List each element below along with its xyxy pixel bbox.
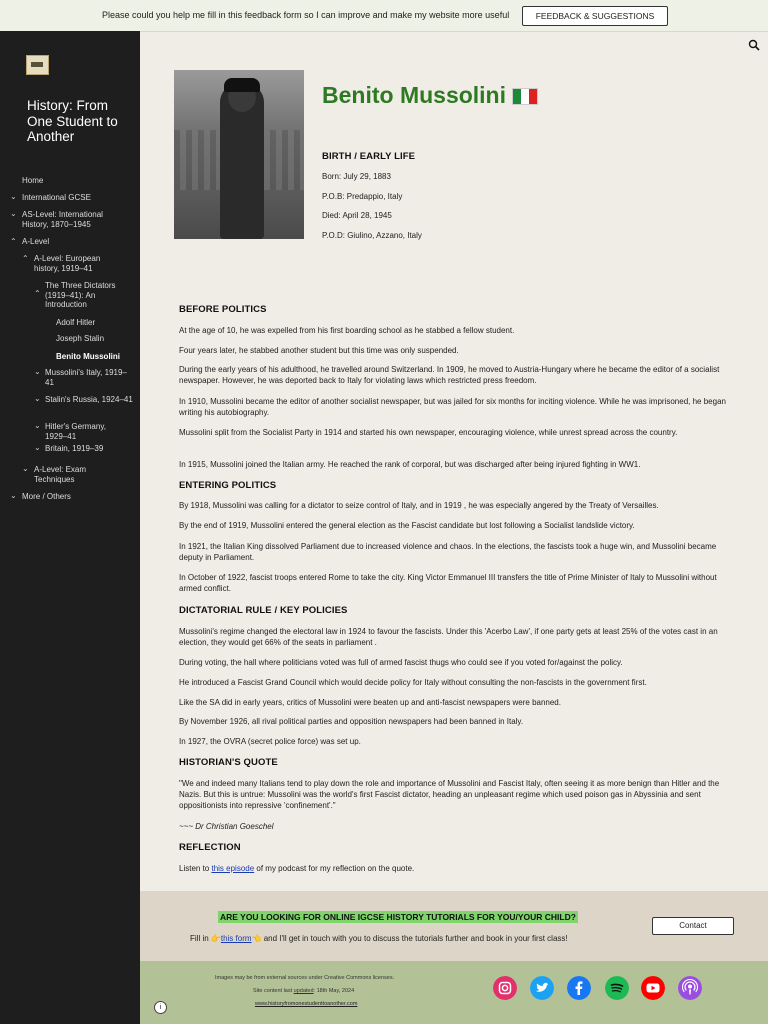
- podcast-episode-link[interactable]: this episode: [211, 864, 255, 873]
- paragraph: By November 1926, all rival political parties and opposition newspapers had been banned in Italy.: [179, 717, 524, 726]
- paragraph: In 1915, Mussolini joined the Italian army. He reached the rank of corporal, but was discharged after being injured fighting in WW1.: [179, 460, 641, 469]
- instagram-icon[interactable]: [493, 976, 517, 1000]
- nav-a-level[interactable]: A-Level: [22, 237, 50, 246]
- pod-text: P.O.D: Giulino, Azzano, Italy: [322, 231, 422, 240]
- page-title-text: Benito Mussolini: [322, 82, 506, 108]
- nav-exam-techniques[interactable]: A-Level: Exam Techniques: [34, 465, 87, 484]
- nav-igcse[interactable]: International GCSE: [22, 193, 91, 202]
- nav-hitler[interactable]: Adolf Hitler: [56, 318, 96, 327]
- footer-updated-pre: Site content last: [253, 988, 294, 994]
- search-icon[interactable]: [748, 39, 760, 51]
- paragraph: In 1910, Mussolini became the editor of another socialist newspaper, but was jailed for six months for inciting violence. While he was imprisoned, he began writing his autobiography.: [179, 397, 726, 417]
- italy-flag-icon: [512, 88, 538, 105]
- nav-mussolini[interactable]: Benito Mussolini: [56, 352, 120, 361]
- reflection-text: [179, 863, 414, 874]
- entering-politics-heading: ENTERING POLITICS: [179, 480, 277, 491]
- dictatorial-rule-heading: DICTATORIAL RULE / KEY POLICIES: [179, 605, 348, 616]
- paragraph: By the end of 1919, Mussolini entered the general election as the Fascist candidate but lost following a Socialist landslide victory.: [179, 521, 635, 530]
- paragraph: In 1927, the OVRA (secret police force) was set up.: [179, 737, 361, 746]
- paragraph: At the age of 10, he was expelled from his first boarding school as he stabbed a fellow student.: [179, 326, 515, 335]
- reflection-post: of my podcast for my reflection on the quote.: [254, 864, 415, 873]
- born-text: Born: July 29, 1883: [322, 172, 391, 181]
- banner-text: Please could you help me fill in this feedback form so I can improve and make my website more useful: [102, 10, 510, 20]
- paragraph: Like the SA did in early years, critics of Mussolini were beaten up and anti-fascist newspapers were banned.: [179, 698, 561, 707]
- cta-heading: ARE YOU LOOKING FOR ONLINE IGCSE HISTORY TUTORIALS FOR YOU/YOUR CHILD?: [220, 912, 576, 922]
- chevron-up-icon[interactable]: ⌃: [34, 289, 41, 298]
- facebook-icon[interactable]: [567, 976, 591, 1000]
- birth-heading: BIRTH / EARLY LIFE: [322, 151, 416, 162]
- tutorial-form-link[interactable]: this form: [220, 934, 252, 943]
- pob-text: P.O.B: Predappio, Italy: [322, 192, 403, 201]
- reflection-heading: REFLECTION: [179, 842, 241, 853]
- footer-updated-text: [253, 988, 354, 994]
- nav-hitlers-germany[interactable]: Hitler's Germany, 1929–41: [45, 422, 106, 441]
- quote-author: ~~~ Dr Christian Goeschel: [179, 822, 274, 831]
- footer-url-link[interactable]: www.historyfromonestudenttoanother.com: [255, 1001, 358, 1007]
- paragraph: In October of 1922, fascist troops entered Rome to take the city. King Victor Emmanuel III transfers the title of Prime Minister of Italy to Mussolini without armed conflict.: [179, 573, 717, 593]
- footer-license-text: Images may be from external sources under Creative Commons licenses.: [215, 975, 395, 981]
- nav-home[interactable]: Home: [22, 176, 44, 185]
- chevron-down-icon[interactable]: ⌄: [10, 491, 17, 500]
- nav-three-dictators[interactable]: The Three Dictators (1919–41): An Introduction: [45, 281, 116, 309]
- historians-quote-heading: HISTORIAN'S QUOTE: [179, 757, 278, 768]
- cta-pre: Fill in 👉: [190, 934, 221, 943]
- historian-quote: "We and indeed many Italians tend to play down the role and importance of Mussolini and Fascist Italy, often seeing it as more benign than Hitler and the Nazis. But this is untrue: Mussolini was the world's first Fascist dictator, heading an unpleasant regime which used poison gas in Abyssinia and sent oppositionists into repressive 'confinement'.": [179, 779, 720, 810]
- twitter-icon[interactable]: [530, 976, 554, 1000]
- contact-button[interactable]: Contact: [652, 917, 734, 935]
- footer-updated-post: : 18th May, 2024: [313, 988, 355, 994]
- nav-stalin[interactable]: Joseph Stalin: [56, 334, 105, 343]
- footer: [140, 961, 768, 1024]
- page-title: [322, 82, 538, 109]
- paragraph: By 1918, Mussolini was calling for a dictator to seize control of Italy, and in 1919 , he was especially angered by the Treaty of Versailles.: [179, 501, 659, 510]
- died-text: Died: April 28, 1945: [322, 211, 392, 220]
- nav-more-others[interactable]: More / Others: [22, 492, 71, 501]
- nav-a-level-european[interactable]: A-Level: European history, 1919–41: [34, 254, 101, 273]
- paragraph: Mussolini's regime changed the electoral law in 1924 to favour the fascists. Under this 'Acerbo Law', if one party gets at least 25% of the votes cast in an election, they would get 66% of the seats in parliament .: [179, 627, 718, 647]
- sidebar: [0, 31, 140, 1024]
- youtube-icon[interactable]: [641, 976, 665, 1000]
- apple-podcasts-icon[interactable]: [678, 976, 702, 1000]
- reflection-pre: Listen to: [179, 864, 212, 873]
- chevron-down-icon[interactable]: ⌄: [22, 464, 29, 473]
- chevron-down-icon[interactable]: ⌄: [34, 367, 41, 376]
- before-politics-heading: BEFORE POLITICS: [179, 304, 267, 315]
- paragraph: Four years later, he stabbed another student but this time was only suspended.: [179, 346, 459, 355]
- spotify-icon[interactable]: [605, 976, 629, 1000]
- feedback-banner: [0, 0, 768, 32]
- mussolini-portrait-image: [174, 70, 304, 239]
- paragraph: In 1921, the Italian King dissolved Parliament due to increased violence and chaos. In the elections, the fascists took a huge win, and Mussolini became deputy in Parliament.: [179, 542, 717, 562]
- nav-mussolinis-italy[interactable]: Mussolini's Italy, 1919–41: [45, 368, 127, 387]
- nav-stalins-russia[interactable]: Stalin's Russia, 1924–41: [45, 395, 133, 404]
- paragraph: During voting, the hall where politicians voted was full of armed fascist thugs who could see if you voted for/against the policy.: [179, 658, 623, 667]
- chevron-down-icon[interactable]: ⌄: [34, 394, 41, 403]
- cta-post: 👈 and I'll get in touch with you to discuss the tutorials further and book in your first class!: [251, 934, 568, 943]
- chevron-up-icon[interactable]: ⌃: [22, 254, 29, 263]
- paragraph: He introduced a Fascist Grand Council which would decide policy for Italy without consulting the non-fascists in the government first.: [179, 678, 647, 687]
- nav-as-level[interactable]: AS-Level: International History, 1870–1945: [22, 210, 103, 229]
- site-logo[interactable]: [26, 55, 49, 75]
- chevron-up-icon[interactable]: ⌃: [10, 237, 17, 246]
- chevron-down-icon[interactable]: ⌄: [10, 192, 17, 201]
- paragraph: During the early years of his adulthood, he travelled around Switzerland. In 1909, he moved to Austria-Hungary where he became the editor of a socialist newspaper. However, he was deported back to Italy for violating laws which restricted press freedom.: [179, 365, 720, 385]
- chevron-down-icon[interactable]: ⌄: [10, 209, 17, 218]
- nav-britain[interactable]: Britain, 1919–39: [45, 444, 104, 453]
- site-title[interactable]: History: From One Student to Another: [27, 98, 118, 144]
- info-icon[interactable]: i: [154, 1001, 167, 1014]
- footer-updated-link[interactable]: updated: [293, 988, 314, 994]
- cta-text: [190, 934, 568, 943]
- chevron-down-icon[interactable]: ⌄: [34, 443, 41, 452]
- feedback-button[interactable]: FEEDBACK & SUGGESTIONS: [522, 6, 668, 26]
- chevron-down-icon[interactable]: ⌄: [34, 421, 41, 430]
- paragraph: Mussolini split from the Socialist Party in 1914 and started his own newspaper, encouraging violence, while unrest spread across the country.: [179, 428, 678, 437]
